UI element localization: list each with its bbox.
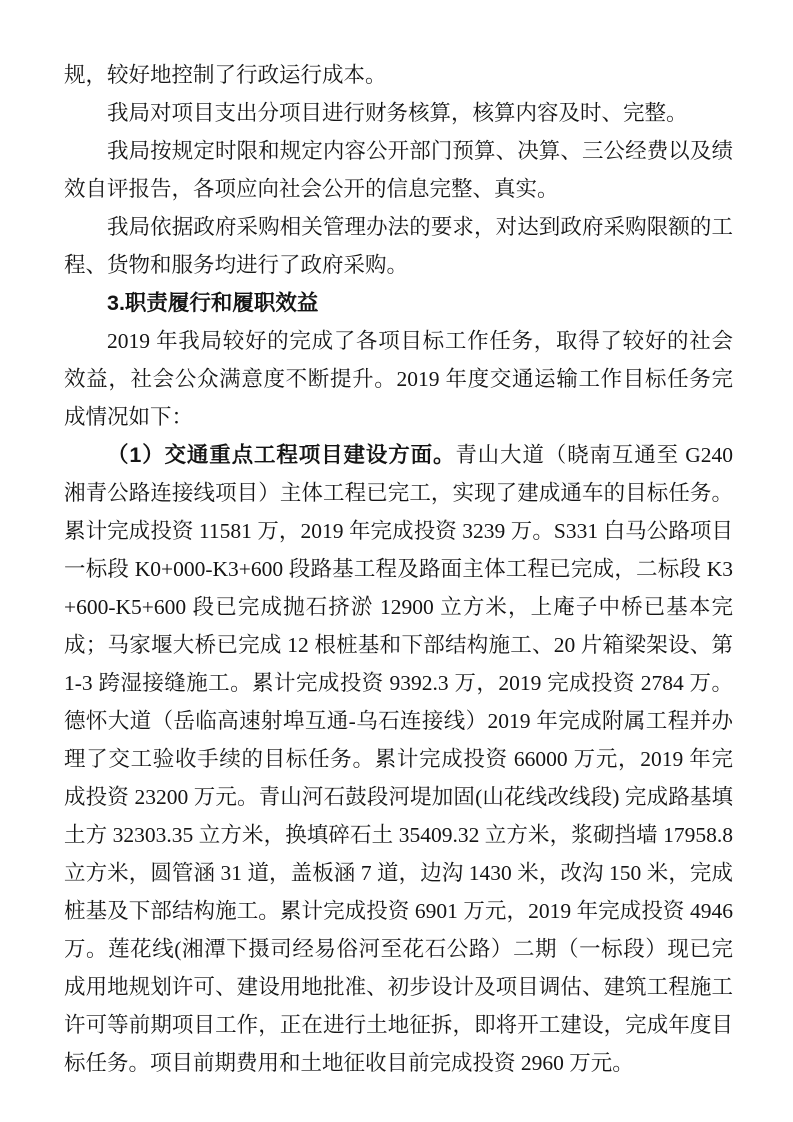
paragraph-budget-disclosure: 我局按规定时限和规定内容公开部门预算、决算、三公经费以及绩效自评报告，各项应向社会公开的信息完整、真实。 xyxy=(64,139,733,201)
key-projects-body-text: 青山大道（晓南互通至 G240 湘青公路连接线项目）主体工程已完工，实现了建成通车的目标任务。累计完成投资 11581 万，2019 年完成投资 3239 万。S331 白马公路项目一标段 K0+000-K3+600 段路基工程及路面主体工程已完成，二标段 K3+600-K5+600 段已完成抛石挤淤 12900 立方米，上庵子中桥已基本完成；马家堰大桥已完成 12 根桩基和下部结构施工、20 片箱梁架设、第 1-3 跨湿接缝施工。累计完成投资 9392.3 万，2019 完成投资 2784 万。德怀大道（岳临高速射埠互通-乌石连接线）2019 年完成附属工程并办理了交工验收手续的目标任务。累计完成投资 66000 万元，2019 年完成投资 23200 万元。青山河石鼓段河堤加固(山花线改线段) 完成路基填土方 32303.35 立方米，换填碎石土 35409.32 立方米，浆砌挡墙 17958.8 立方米，圆管涵 31 道，盖板涵 7 道，边沟 1430 米，改沟 150 米，完成桩基及下部结构施工。累计完成投资 6901 万元，2019 年完成投资 4946 万。莲花线(湘潭下摄司经易俗河至花石公路）二期（一标段）现已完成用地规划许可、建设用地批准、初步设计及项目调估、建筑工程施工许可等前期项目工作，正在进行土地征拆，即将开工建设，完成年度目标任务。项目前期费用和土地征收目前完成投资 2960 万元。 xyxy=(64,443,733,1075)
paragraph-financial-accounting: 我局对项目支出分项目进行财务核算，核算内容及时、完整。 xyxy=(107,101,688,125)
key-projects-runin-heading: （1）交通重点工程项目建设方面。 xyxy=(107,443,456,467)
paragraph-admin-cost-control: 规，较好地控制了行政运行成本。 xyxy=(64,63,387,87)
section-heading-duty-performance: 3.职责履行和履职效益 xyxy=(107,291,319,315)
paragraph-key-transport-projects xyxy=(64,436,733,1082)
paragraph-government-procurement: 我局依据政府采购相关管理办法的要求，对达到政府采购限额的工程、货物和服务均进行了政府采购。 xyxy=(64,215,733,277)
paragraph-2019-overview: 2019 年我局较好的完成了各项目标工作任务，取得了较好的社会效益，社会公众满意度不断提升。2019 年度交通运输工作目标任务完成情况如下： xyxy=(64,329,733,429)
